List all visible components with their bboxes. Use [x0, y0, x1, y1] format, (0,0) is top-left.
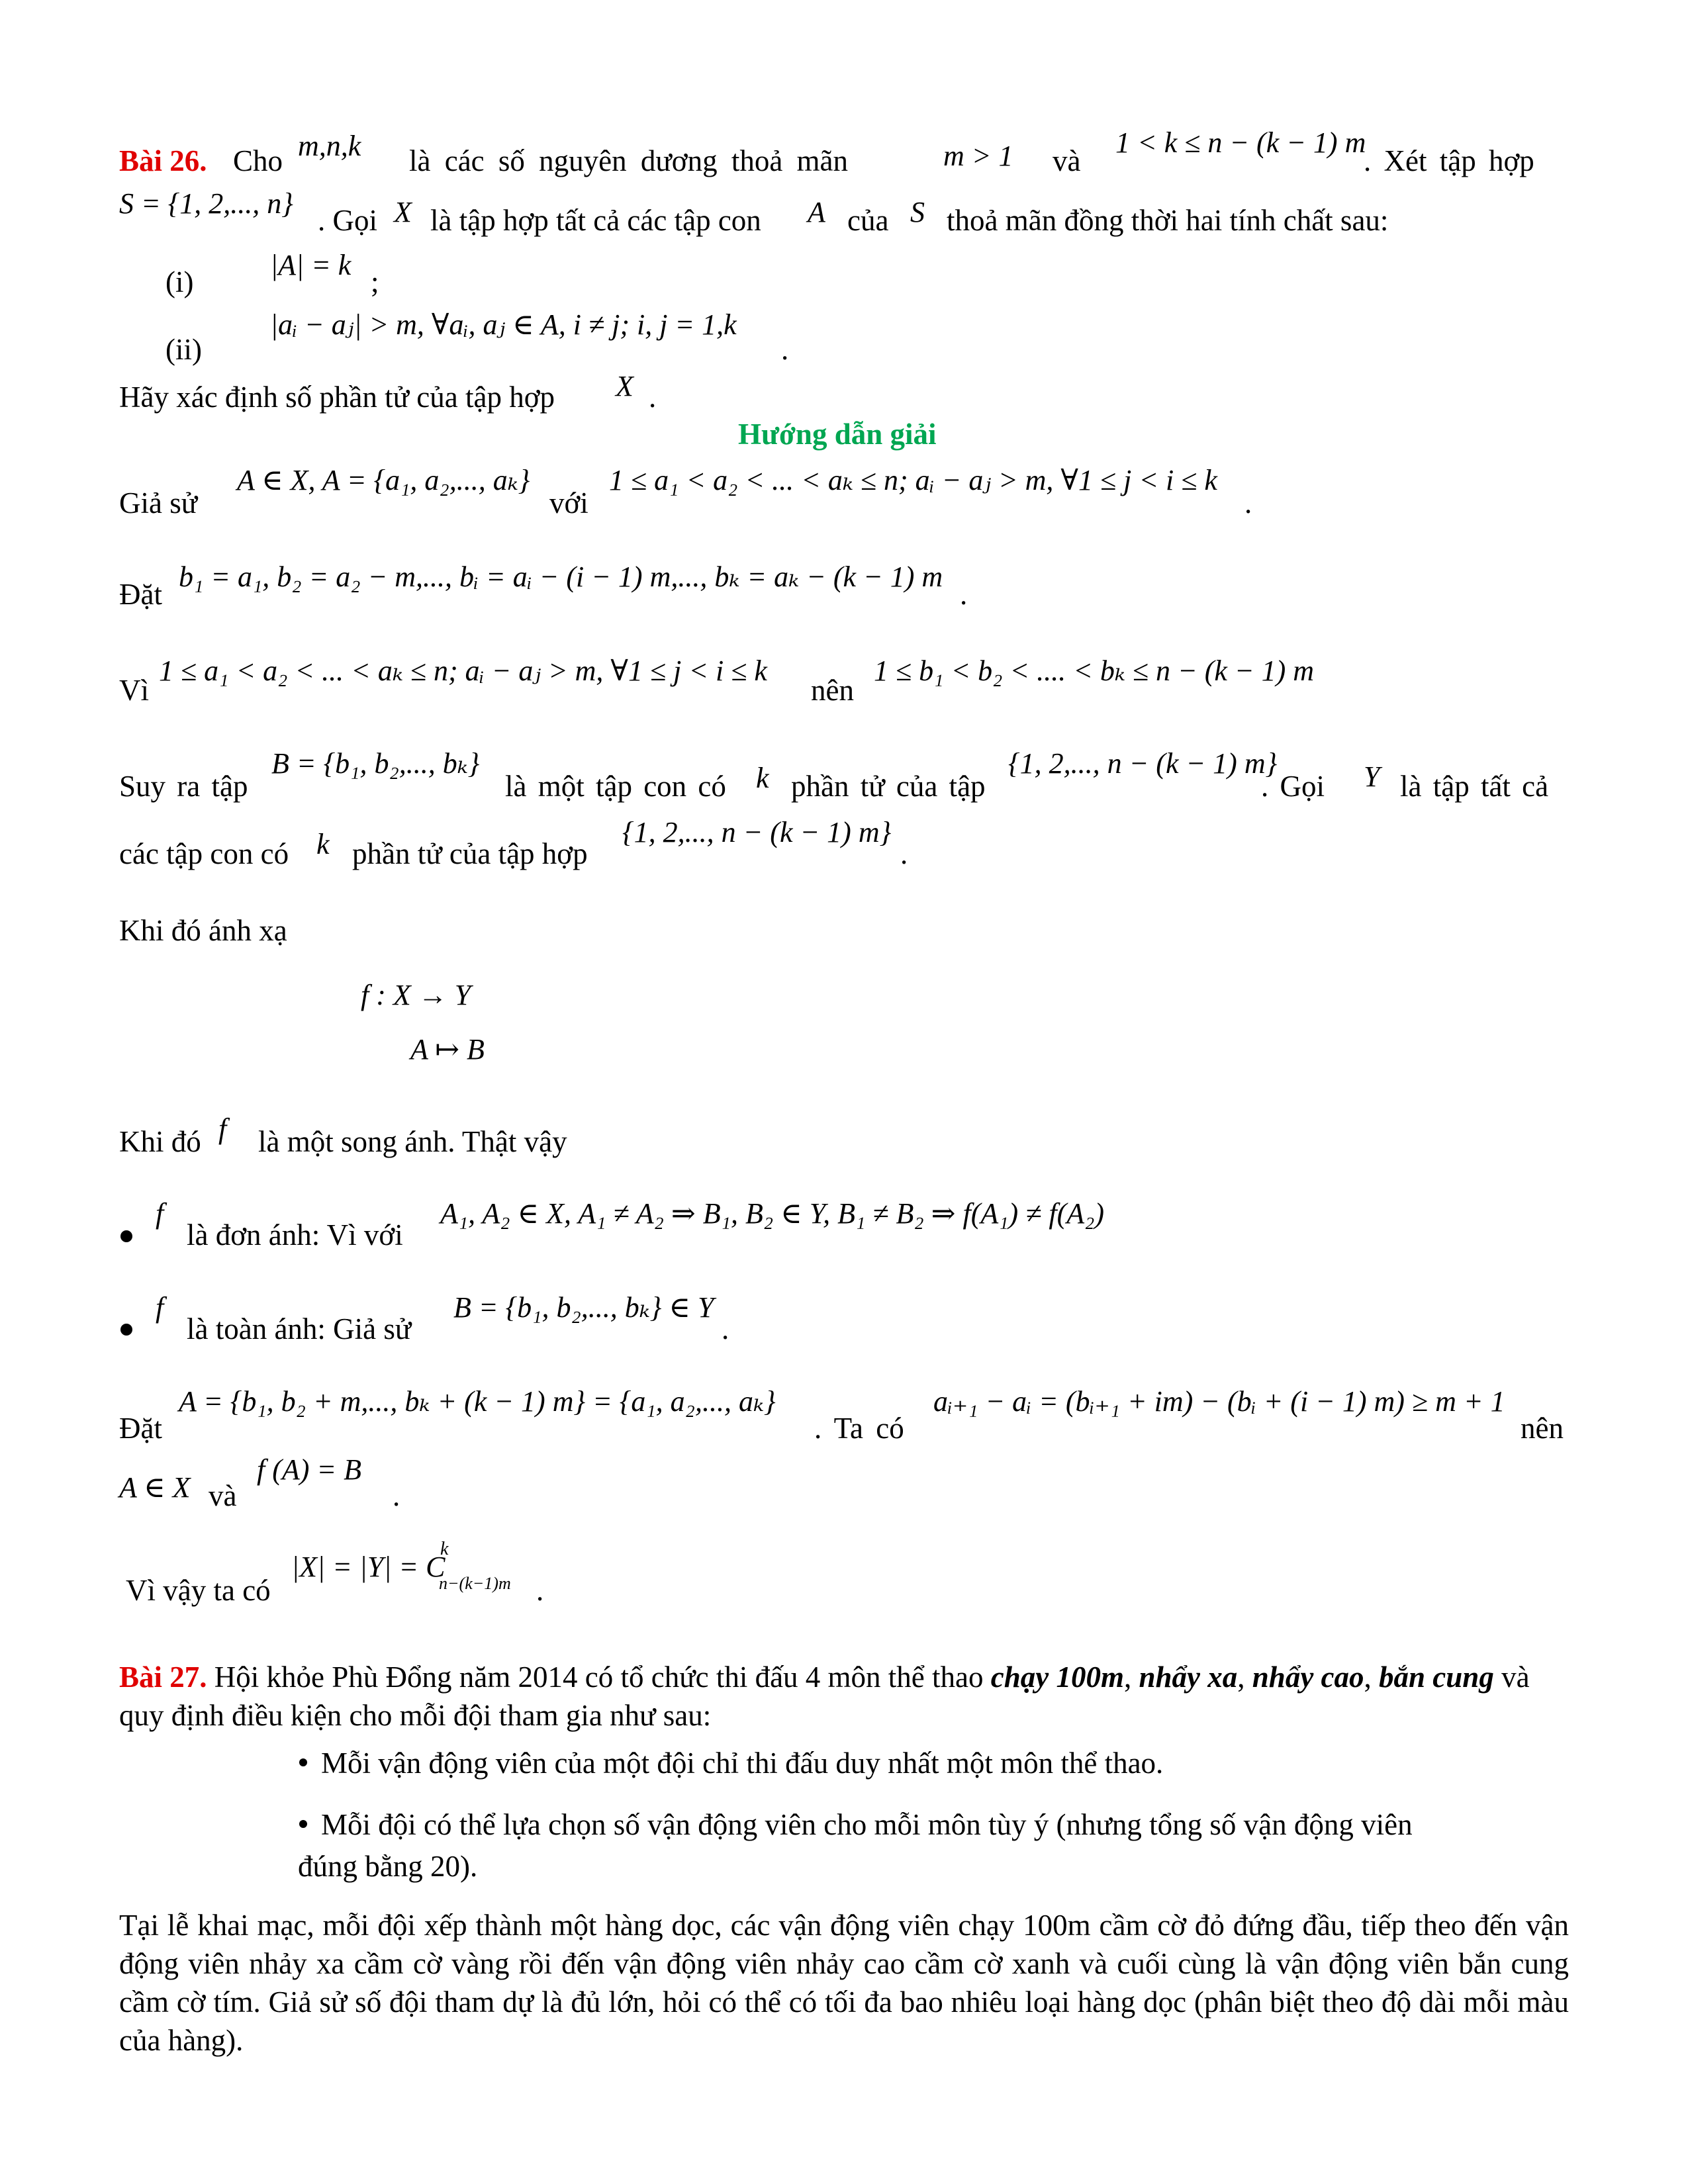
text: là tập hợp tất cả các tập con	[430, 204, 761, 237]
math-inline: B = {b₁, b₂,..., bₖ} ∈ Y	[453, 1291, 714, 1324]
item-label: (ii)	[165, 333, 202, 366]
text: .	[960, 578, 968, 611]
text: là các số nguyên dương thoả mãn	[409, 144, 849, 177]
text: là một song ánh. Thật vậy	[258, 1125, 567, 1158]
bai27-label: Bài 27.	[119, 1661, 207, 1694]
text: .	[781, 333, 789, 366]
list-item: Mỗi đội có thể lựa chọn số vận động viên cho mỗi môn tùy ý (nhưng tổng số vận động viên	[321, 1808, 1413, 1841]
math-inline: X	[394, 196, 412, 228]
math-inline: S	[910, 196, 925, 228]
text: . Gọi	[318, 204, 377, 237]
text: Khi đó ánh xạ	[119, 914, 287, 947]
text: Khi đó	[119, 1125, 201, 1158]
text: là đơn ánh: Vì với	[187, 1218, 403, 1251]
bai26-label: Bài 26.	[119, 144, 207, 177]
text: .	[536, 1574, 544, 1607]
text: Giả sử	[119, 486, 198, 520]
text: là toàn ánh: Giả sử	[187, 1312, 412, 1345]
bullet-icon	[299, 1758, 307, 1766]
math-superscript: k	[440, 1539, 449, 1559]
math-inline: f	[156, 1291, 164, 1324]
math-inline: {1, 2,..., n − (k − 1) m}	[1008, 747, 1278, 780]
text: và	[209, 1479, 237, 1512]
math-inline: S = {1, 2,..., n}	[119, 187, 293, 220]
text: Suy ra tập	[119, 770, 248, 803]
text: . Gọi	[1261, 770, 1325, 803]
math-display: f : X → Y	[361, 979, 471, 1011]
text: . Xét tập hợp	[1364, 144, 1534, 177]
math-inline: A	[808, 196, 825, 228]
math-inline: A ∈ X	[119, 1471, 191, 1504]
math-inline: |X| = |Y| = C	[291, 1551, 445, 1583]
math-inline: f	[156, 1197, 164, 1230]
math-inline: m,n,k	[298, 130, 361, 162]
text: .	[900, 837, 908, 870]
math-inline: {1, 2,..., n − (k − 1) m}	[622, 816, 892, 848]
text: Cho	[233, 144, 283, 177]
math-inline: |A| = k	[270, 249, 352, 281]
bullet-icon	[120, 1230, 132, 1242]
text: Hãy xác định số phần tử của tập hợp	[119, 381, 555, 414]
math-inline: f (A) = B	[257, 1453, 361, 1486]
section-heading: Hướng dẫn giải	[738, 418, 937, 451]
math-subscript: n−(k−1)m	[439, 1574, 511, 1593]
text: . Ta có	[814, 1412, 904, 1445]
paragraph: Tại lễ khai mạc, mỗi đội xếp thành một hàng dọc, các vận động viên chạy 100m cầm cờ đỏ đứng đầu, tiếp theo đến vận động viên nhảy xa cầm cờ vàng rồi đến vận động viên nhảy cao cầm cờ xanh và cuối cùng là vận động viên bắn cung cầm cờ tím. Giả sử số đội tham dự là đủ lớn, hỏi có thể có tối đa bao nhiêu loại hàng dọc (phân biệt theo độ dài mỗi màu của hàng).	[119, 1909, 1569, 2057]
math-inline: |aᵢ − aⱼ| > m, ∀aᵢ, aⱼ ∈ A, i ≠ j; i, j = 1,k	[270, 308, 737, 341]
text: ,	[1237, 1661, 1245, 1694]
math-inline: b₁ = a₁, b₂ = a₂ − m,..., bᵢ = aᵢ − (i − 1) m,..., bₖ = aₖ − (k − 1) m	[179, 561, 943, 593]
math-inline: A₁, A₂ ∈ X, A₁ ≠ A₂ ⇒ B₁, B₂ ∈ Y, B₁ ≠ B₂ ⇒ f(A₁) ≠ f(A₂)	[440, 1197, 1105, 1230]
list-item-cont: đúng bằng 20).	[298, 1850, 478, 1883]
bullet-icon	[299, 1820, 307, 1828]
math-inline: aᵢ₊₁ − aᵢ = (bᵢ₊₁ + im) − (bᵢ + (i − 1) m) ≥ m + 1	[933, 1385, 1505, 1418]
text: với	[549, 486, 588, 520]
list-item: Mỗi vận động viên của một đội chỉ thi đấu duy nhất một môn thể thao.	[321, 1747, 1164, 1780]
text: .	[649, 381, 657, 414]
text: và quy định điều kiện cho mỗi đội tham gia như sau:	[119, 1661, 1530, 1732]
math-inline: m > 1	[943, 140, 1013, 172]
math-inline: 1 ≤ b₁ < b₂ < .... < bₖ ≤ n − (k − 1) m	[874, 655, 1315, 687]
text: .	[1244, 486, 1252, 520]
text: .	[722, 1312, 729, 1345]
text: phần tử của tập	[791, 770, 986, 803]
text: thoả mãn đồng thời hai tính chất sau:	[947, 204, 1389, 237]
text: Đặt	[119, 578, 162, 611]
text: Vì vậy ta có	[126, 1574, 271, 1607]
math-inline: 1 ≤ a₁ < a₂ < ... < aₖ ≤ n; aᵢ − aⱼ > m, ∀1 ≤ j < i ≤ k	[609, 464, 1217, 496]
emphasis: nhẩy xa	[1139, 1661, 1238, 1694]
text: là tập tất cả	[1400, 770, 1549, 803]
math-inline: k	[756, 762, 769, 794]
text: Hội khỏe Phù Đổng năm 2014 có tổ chức thi đấu 4 môn thể thao	[214, 1661, 984, 1694]
math-inline: 1 < k ≤ n − (k − 1) m	[1115, 126, 1366, 159]
text: ,	[1123, 1661, 1132, 1694]
math-inline: 1 ≤ a₁ < a₂ < ... < aₖ ≤ n; aᵢ − aⱼ > m, ∀1 ≤ j < i ≤ k	[159, 655, 767, 687]
text: .	[393, 1479, 400, 1512]
emphasis: nhẩy cao	[1252, 1661, 1364, 1694]
math-inline: f	[218, 1113, 227, 1145]
math-inline: k	[316, 828, 330, 860]
math-display: A ↦ B	[410, 1033, 485, 1066]
text: nên	[1521, 1412, 1564, 1445]
text: ,	[1364, 1661, 1372, 1694]
text: phần tử của tập hợp	[352, 837, 588, 870]
text: nên	[811, 674, 854, 707]
text: các tập con có	[119, 837, 289, 870]
bai27-paragraph	[119, 1658, 1569, 1735]
item-label: (i)	[165, 265, 194, 298]
text: của	[847, 204, 889, 237]
math-inline: Y	[1364, 760, 1380, 793]
text: là một tập con có	[505, 770, 726, 803]
text: Vì	[119, 674, 149, 707]
text: và	[1053, 144, 1081, 177]
text: ;	[371, 265, 379, 298]
text: Đặt	[119, 1412, 162, 1445]
bullet-icon	[120, 1324, 132, 1336]
emphasis: bắn cung	[1379, 1661, 1494, 1694]
math-inline: A ∈ X, A = {a₁, a₂,..., aₖ}	[237, 464, 530, 496]
math-inline: B = {b₁, b₂,..., bₖ}	[271, 747, 480, 780]
emphasis: chạy 100m	[990, 1661, 1124, 1694]
math-inline: X	[616, 370, 633, 402]
math-inline: A = {b₁, b₂ + m,..., bₖ + (k − 1) m} = {a₁, a₂,..., aₖ}	[179, 1385, 776, 1418]
